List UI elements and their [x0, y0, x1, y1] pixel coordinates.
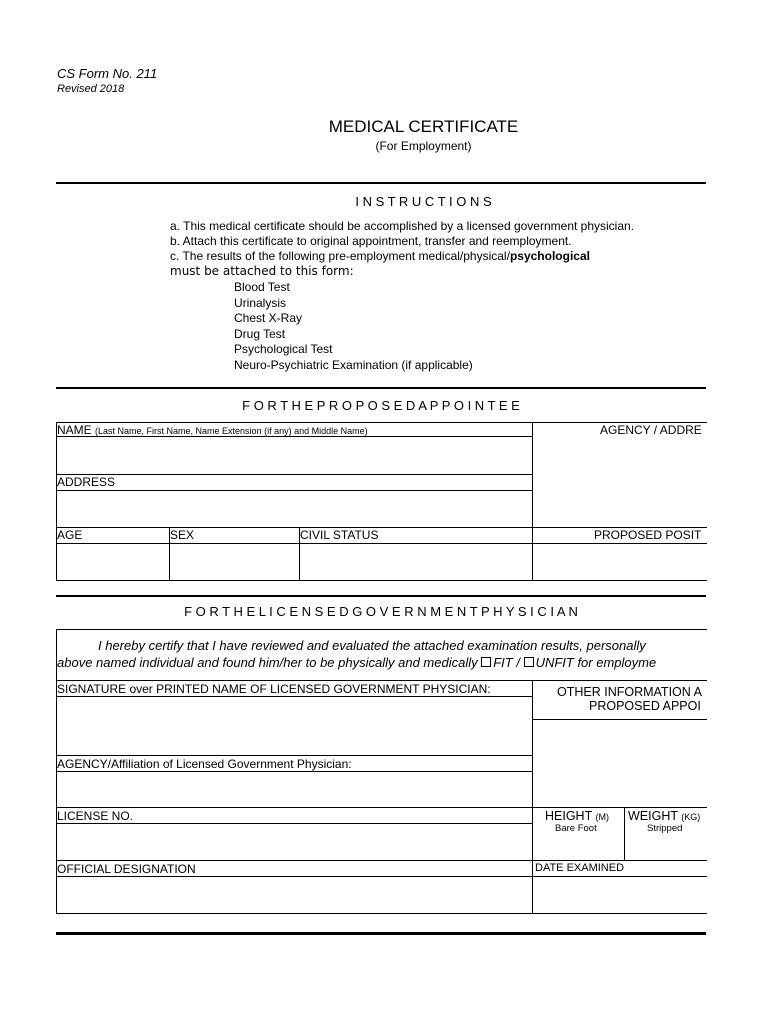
divider	[56, 932, 706, 935]
list-item: Psychological Test	[234, 342, 333, 357]
other-information-field[interactable]	[534, 721, 707, 806]
agency-address-label: AGENCY / ADDRE	[600, 423, 702, 437]
agency-address-field[interactable]	[534, 439, 707, 526]
page-subtitle: (For Employment)	[375, 139, 472, 153]
instruction-c-text: c. The results of the following pre-employment medical/physical/	[170, 249, 510, 263]
height-label: HEIGHT (M)	[545, 809, 609, 823]
divider	[56, 595, 706, 597]
name-field[interactable]	[58, 438, 531, 473]
required-tests-list	[234, 280, 473, 374]
list-item: Blood Test	[234, 280, 290, 294]
physician-agency-label: AGENCY/Affiliation of Licensed Government Physician:	[57, 757, 352, 771]
sex-label: SEX	[170, 528, 195, 542]
proposed-position-field[interactable]	[534, 545, 707, 581]
divider	[56, 387, 706, 389]
list-item: Neuro-Psychiatric Examination (if applicable)	[234, 357, 473, 372]
fit-checkbox[interactable]	[481, 657, 491, 667]
address-field[interactable]	[58, 492, 531, 526]
name-label: NAME (Last Name, First Name, Name Extension (if any) and Middle Name)	[57, 423, 368, 437]
instruction-c	[170, 249, 590, 263]
license-number-field[interactable]	[58, 825, 531, 859]
unfit-checkbox[interactable]	[524, 657, 534, 667]
instruction-a: a. This medical certificate should be accomplished by a licensed government physician.	[170, 219, 635, 233]
appointee-heading: F O R T H E P R O P O S E D A P P O I N T E E	[242, 398, 520, 413]
sex-field[interactable]	[171, 545, 298, 581]
proposed-position-label: PROPOSED POSIT	[594, 528, 702, 542]
weight-note: Stripped	[647, 823, 683, 834]
age-field[interactable]	[58, 545, 168, 581]
official-designation-label: OFFICIAL DESIGNATION	[57, 862, 196, 876]
page-title: MEDICAL CERTIFICATE	[328, 117, 519, 136]
certification-line-2: above named individual and found him/her to be physically and medically FIT / UNFIT for employme	[57, 655, 657, 670]
list-item: Chest X-Ray	[234, 311, 303, 326]
instruction-c-continued: must be attached to this form:	[170, 264, 354, 278]
physician-agency-field[interactable]	[58, 773, 531, 806]
instruction-b: b. Attach this certificate to original appointment, transfer and reemployment.	[170, 234, 572, 248]
signature-label: SIGNATURE over PRINTED NAME OF LICENSED GOVERNMENT PHYSICIAN:	[57, 682, 491, 696]
height-field[interactable]	[534, 837, 623, 859]
revision-date: Revised 2018	[57, 83, 125, 95]
other-information-label-1: OTHER INFORMATION A	[557, 685, 702, 699]
date-examined-field[interactable]	[534, 878, 707, 914]
divider	[56, 182, 706, 184]
signature-field[interactable]	[58, 698, 531, 754]
name-hint: (Last Name, First Name, Name Extension (if any) and Middle Name)	[95, 426, 368, 436]
age-label: AGE	[57, 528, 83, 542]
weight-label: WEIGHT (KG)	[628, 809, 701, 823]
physician-heading: F O R T H E L I C E N S E D G O V E R N M E N T P H Y S I C I A N	[184, 604, 578, 619]
civil-status-label: CIVIL STATUS	[300, 528, 379, 542]
civil-status-field[interactable]	[301, 545, 531, 581]
official-designation-field[interactable]	[58, 878, 531, 914]
form-number: CS Form No. 211	[57, 66, 158, 81]
instruction-c-bold: psychological	[509, 249, 590, 263]
license-number-label: LICENSE NO.	[57, 809, 134, 823]
other-information-label-2: PROPOSED APPOI	[589, 699, 701, 713]
list-item: Drug Test	[234, 326, 286, 341]
address-label: ADDRESS	[57, 475, 116, 489]
weight-field[interactable]	[626, 837, 707, 859]
table-divider	[532, 423, 533, 581]
list-item: Urinalysis	[234, 295, 287, 310]
height-note: Bare Foot	[555, 823, 597, 834]
physician-table	[56, 629, 707, 914]
fit-label: FIT /	[493, 655, 520, 670]
unfit-label: UNFIT for employme	[535, 655, 657, 670]
date-examined-label: DATE EXAMINED	[535, 862, 625, 874]
certification-line-1: I hereby certify that I have reviewed and evaluated the attached examination results, personally	[98, 638, 646, 653]
instructions-heading: I N S T R U C T I O N S	[355, 194, 492, 209]
appointee-table	[56, 422, 707, 581]
